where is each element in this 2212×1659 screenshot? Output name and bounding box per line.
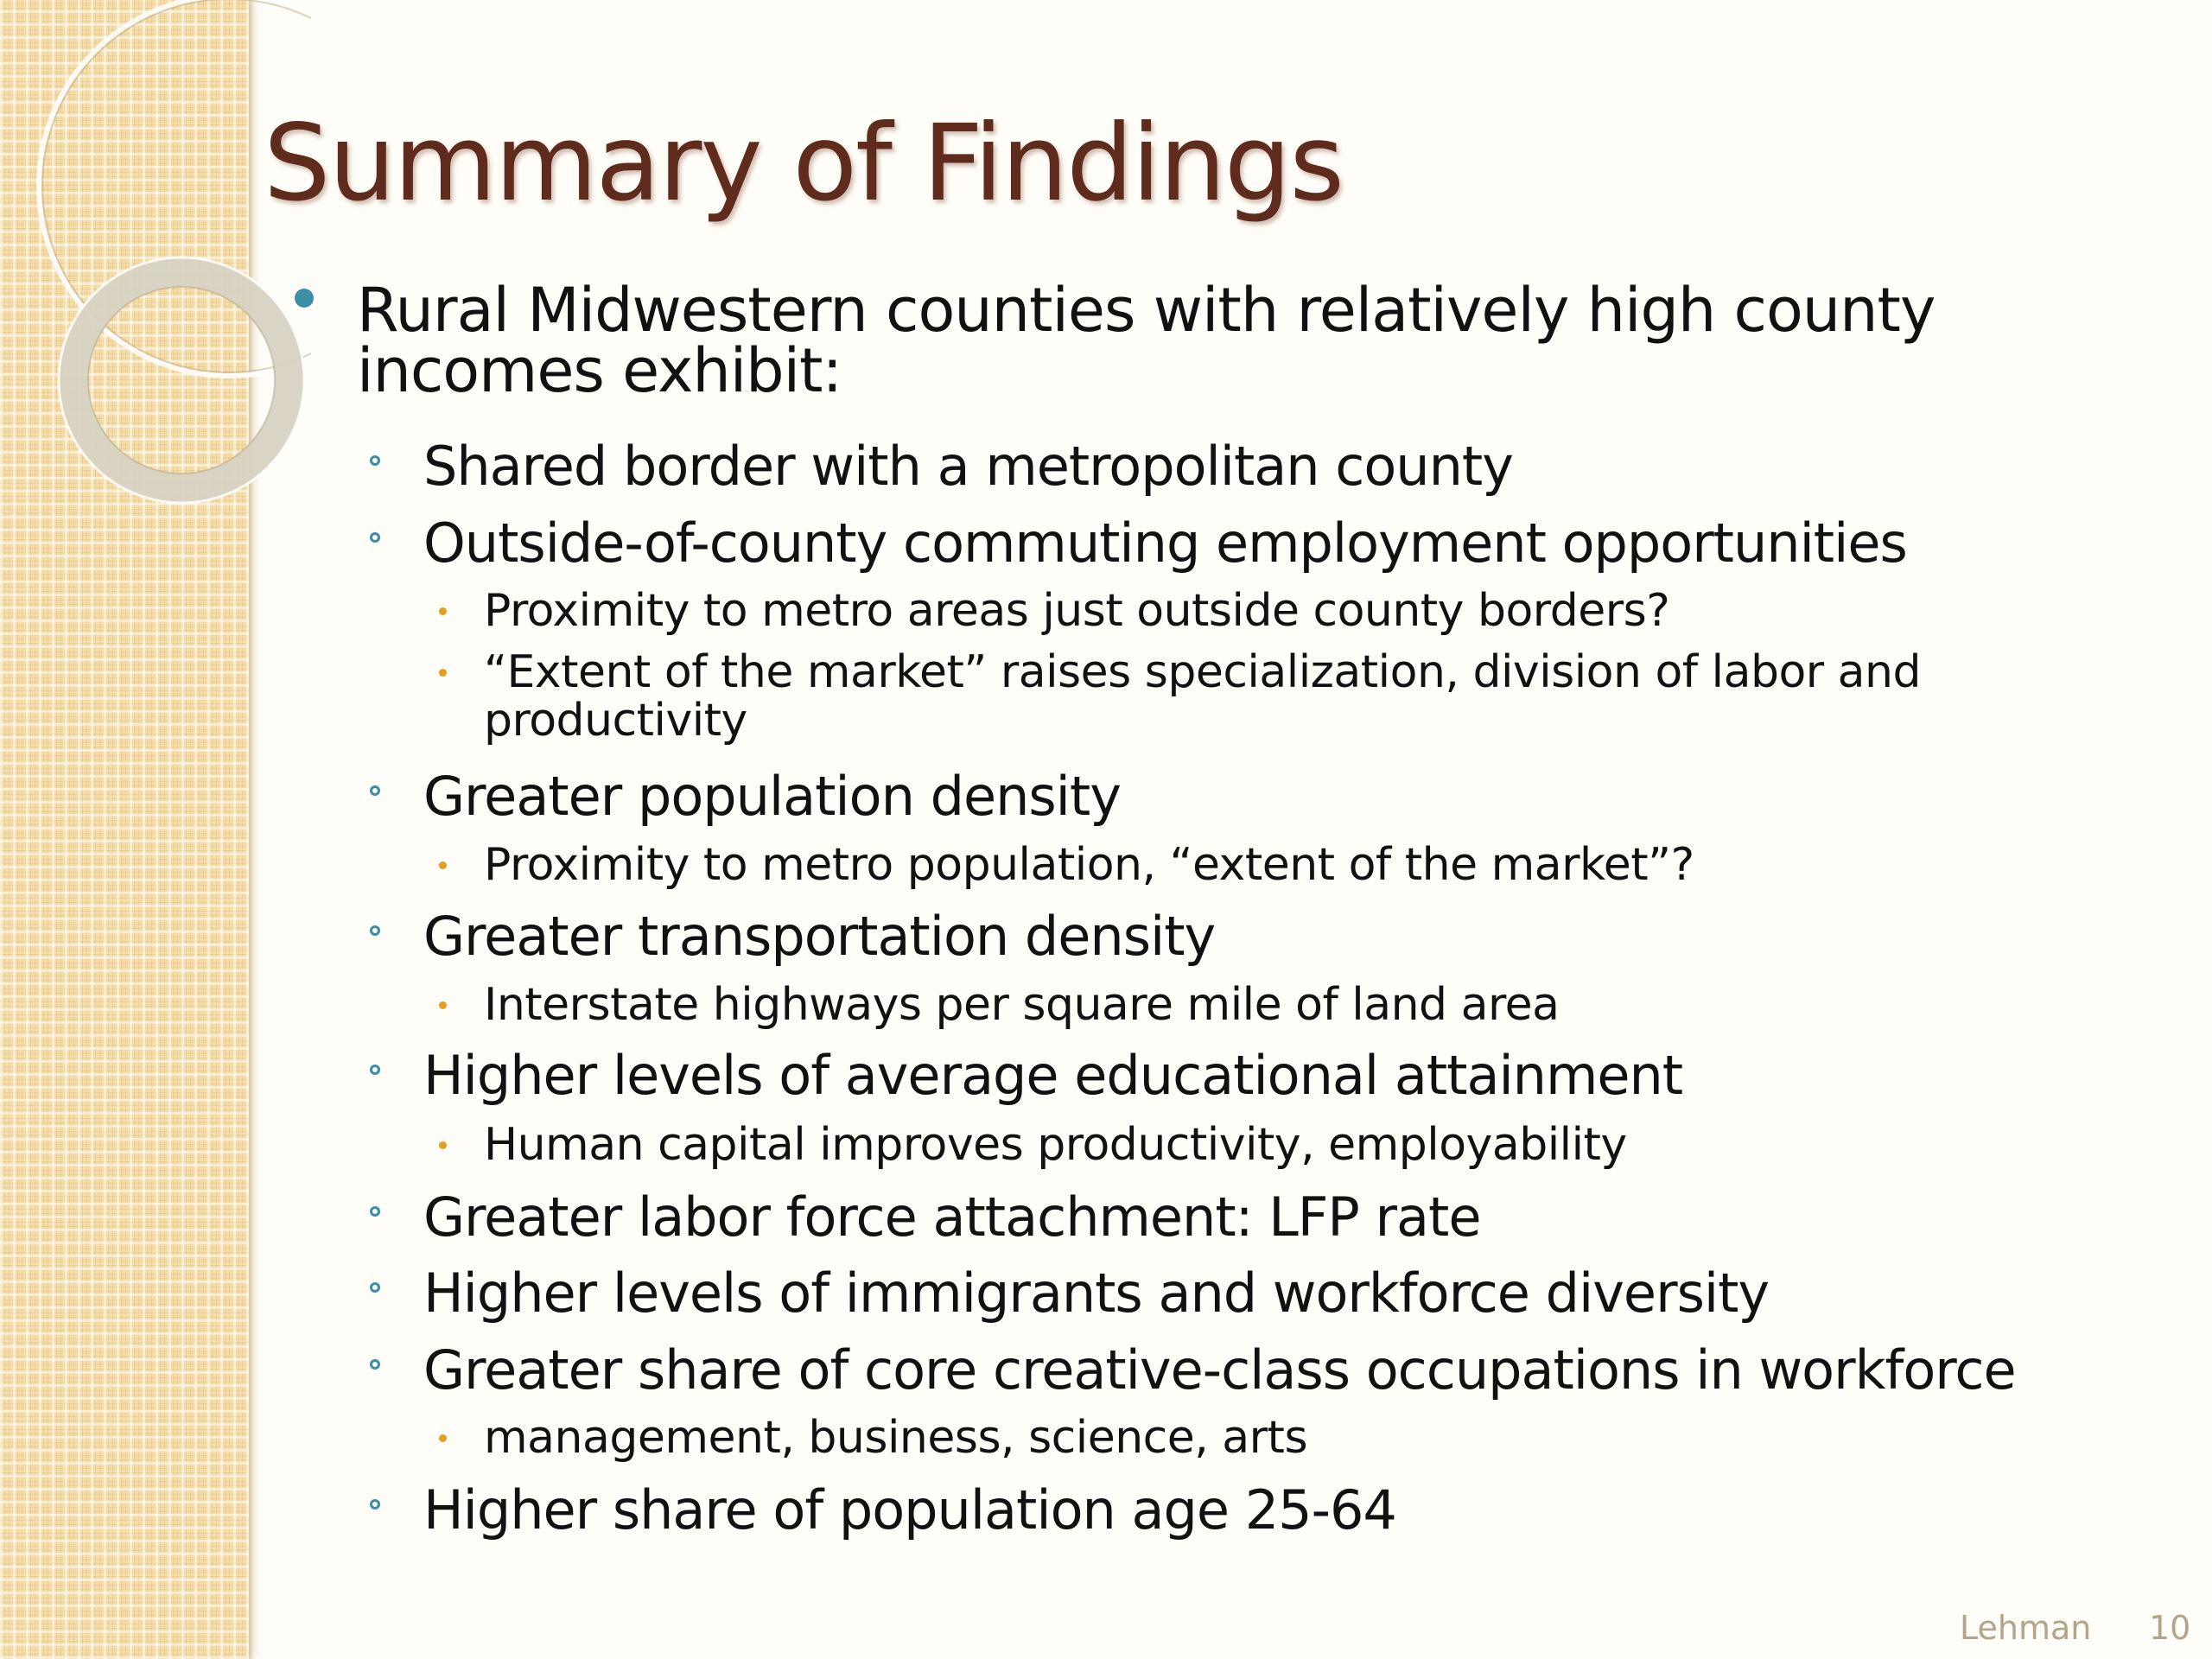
hollow-circle-bullet-icon: [370, 925, 380, 936]
hollow-circle-bullet-icon: [370, 532, 380, 543]
hollow-circle-bullet-icon: [370, 1359, 380, 1370]
sub-list-item-line-2: productivity: [484, 695, 747, 747]
hollow-circle-bullet-icon: [370, 1206, 380, 1217]
sub-list-item: [484, 648, 1921, 745]
sub-list-item-text: Proximity to metro areas just outside county borders?: [484, 585, 1670, 637]
hollow-circle-bullet-icon: [370, 455, 380, 466]
list-item-text: Higher levels of immigrants and workforce diversity: [423, 1262, 1770, 1325]
list-item-text: Shared border with a metropolitan county: [423, 435, 1513, 498]
small-dot-bullet-icon: [439, 1001, 447, 1009]
hollow-circle-bullet-icon: [370, 1065, 380, 1075]
sub-list-item-text: Human capital improves productivity, employability: [484, 1119, 1627, 1171]
sub-list-item: [484, 1414, 1307, 1462]
list-item: [423, 1044, 1682, 1107]
list-item: [423, 435, 1513, 498]
small-dot-bullet-icon: [439, 861, 447, 869]
small-dot-bullet-icon: [439, 1434, 447, 1442]
slide-number: 10: [2149, 1609, 2191, 1647]
list-item-text: Greater share of core creative-class occupations in workforce: [423, 1338, 2016, 1402]
sub-list-item: [484, 841, 1694, 889]
main-bullet-line-1: Rural Midwestern counties with relatively high county: [357, 275, 1936, 346]
hollow-circle-bullet-icon: [370, 1282, 380, 1293]
list-item: [423, 905, 1215, 968]
slide-title: Summary of Findings: [264, 102, 1343, 225]
main-bullet: [357, 275, 1936, 406]
footer-author: Lehman: [1960, 1609, 2092, 1647]
small-dot-bullet-icon: [439, 1141, 447, 1149]
hollow-circle-bullet-icon: [370, 785, 380, 796]
hollow-circle-bullet-icon: [370, 1499, 380, 1510]
small-dot-bullet-icon: [439, 607, 447, 615]
list-item-text: Greater transportation density: [423, 905, 1216, 968]
main-bullet-line-2: incomes exhibit:: [357, 335, 842, 406]
list-item-text: Greater population density: [423, 765, 1121, 828]
list-item-text: Greater labor force attachment: LFP rate: [423, 1185, 1481, 1249]
list-item: [423, 1262, 1769, 1325]
sub-list-item-text: Proximity to metro population, “extent of the market”?: [484, 839, 1694, 891]
list-item: [423, 1338, 2016, 1402]
list-item: [423, 1478, 1396, 1541]
sub-list-item: [484, 981, 1560, 1029]
bullet-dot-icon: [295, 289, 314, 308]
list-item: [423, 1185, 1480, 1249]
sub-list-item: [484, 587, 1669, 635]
list-item: [423, 512, 1907, 575]
sub-list-item-line-1: “Extent of the market” raises specialization, division of labor and: [484, 646, 1921, 698]
sub-list-item: [484, 1121, 1627, 1169]
list-item-text: Higher share of population age 25-64: [423, 1478, 1396, 1541]
sub-list-item-text: Interstate highways per square mile of land area: [484, 979, 1560, 1031]
list-item-text: Outside-of-county commuting employment opportunities: [423, 512, 1907, 575]
list-item-text: Higher levels of average educational attainment: [423, 1044, 1683, 1107]
sub-list-item-text: management, business, science, arts: [484, 1412, 1308, 1464]
small-dot-bullet-icon: [439, 669, 447, 677]
list-item: [423, 765, 1121, 828]
